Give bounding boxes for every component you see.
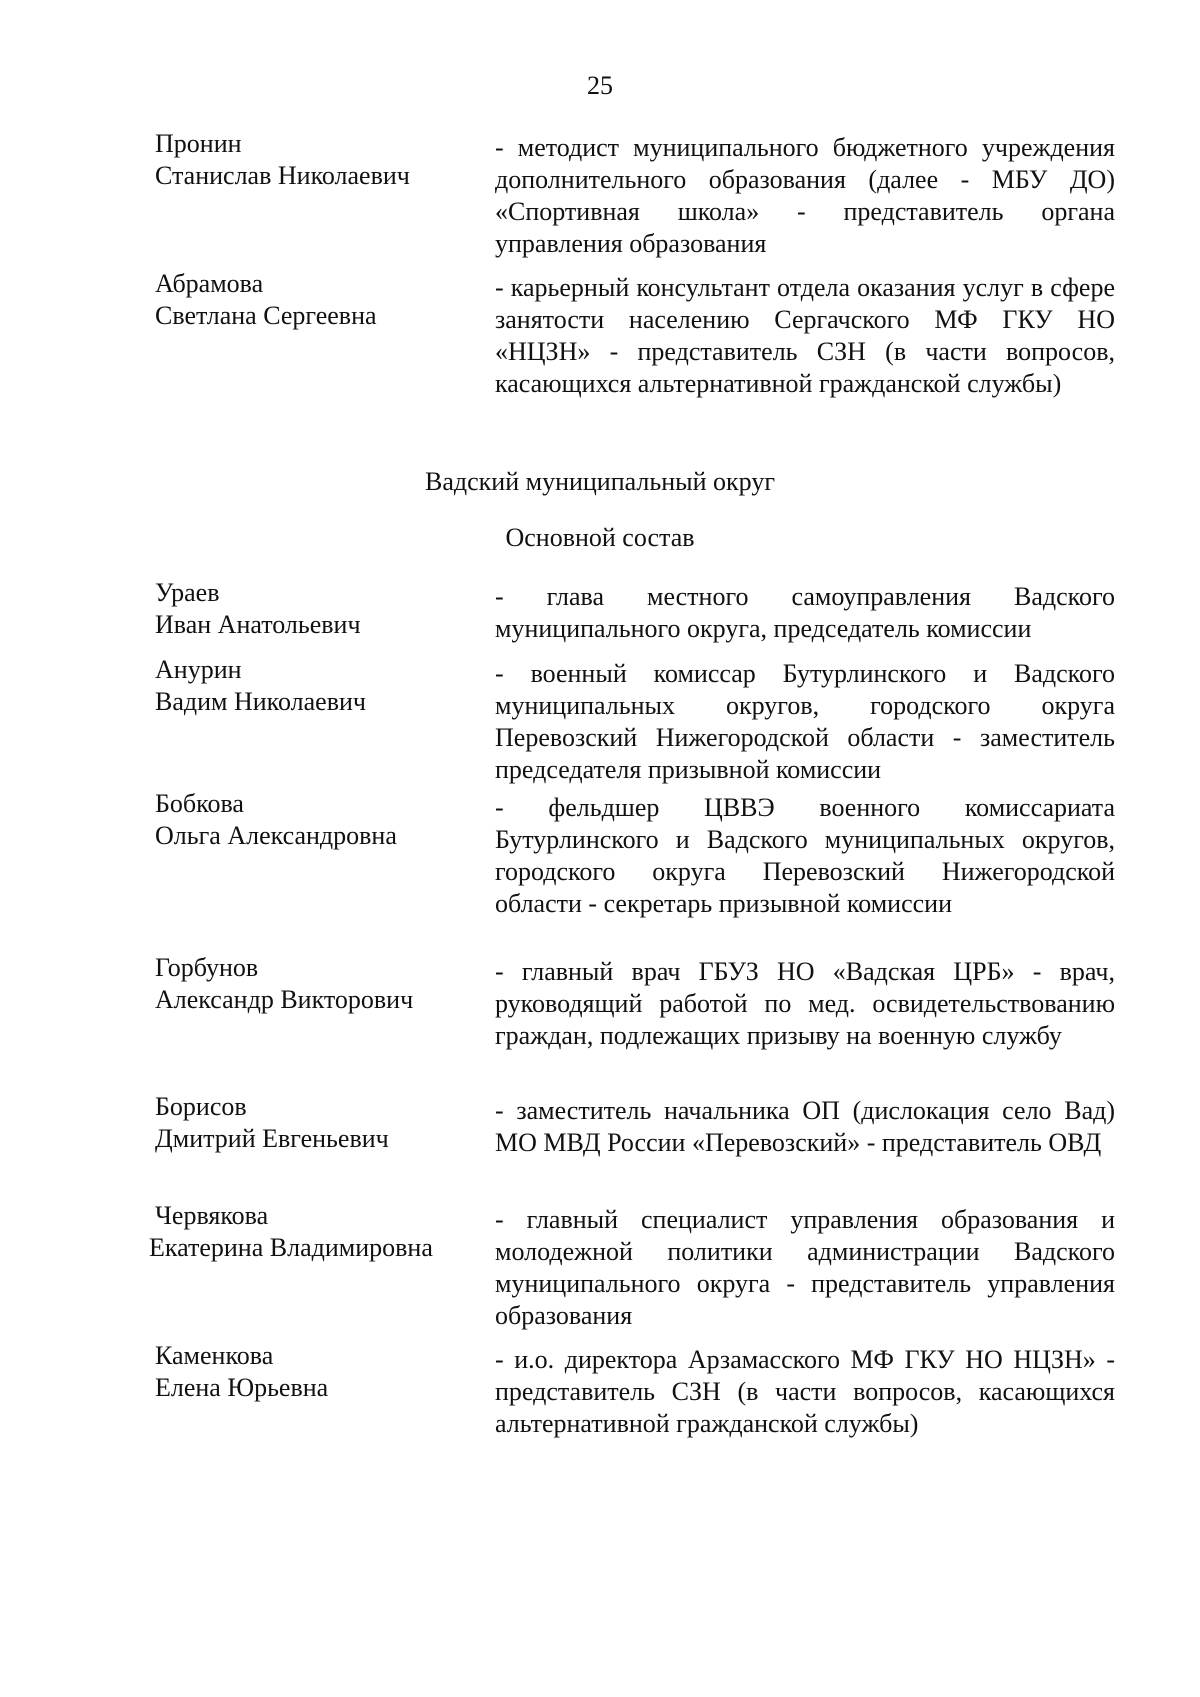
member-given-names: Вадим Николаевич [155, 687, 366, 716]
member-given-names: Дмитрий Евгеньевич [155, 1124, 389, 1153]
member-role: - глава местного самоуправления Вадского муниципального округа, председатель комиссии [495, 582, 1115, 643]
member-name [155, 1340, 475, 1404]
member-given-names: Екатерина Владимировна [149, 1233, 433, 1262]
member-given-names: Станислав Николаевич [155, 161, 410, 190]
member-name [149, 1200, 475, 1264]
member-role: - главный врач ГБУЗ НО «Вадская ЦРБ» - врач, руководящий работой по мед. освидетельствованию граждан, подлежащих призыву на военную службу [495, 957, 1115, 1050]
section-subtitle: Основной состав [505, 523, 695, 552]
member-surname: Борисов [155, 1092, 247, 1121]
member-given-names: Александр Викторович [155, 985, 414, 1014]
page-number: 25 [587, 71, 613, 100]
member-given-names: Елена Юрьевна [155, 1373, 329, 1402]
member-name [155, 1091, 475, 1155]
member-role: - методист муниципального бюджетного учреждения дополнительного образования (далее - МБУ ДО) «Спортивная школа» - представитель органа управления образования [495, 133, 1115, 258]
member-name [155, 128, 475, 192]
member-name [155, 577, 475, 641]
member-role: - заместитель начальника ОП (дислокация село Вад) МО МВД России «Перевозский» - представитель ОВД [495, 1096, 1115, 1157]
member-role: - и.о. директора Арзамасского МФ ГКУ НО НЦЗН» - представитель СЗН (в части вопросов, касающихся альтернативной гражданской службы) [495, 1345, 1115, 1438]
member-given-names: Иван Анатольевич [155, 610, 361, 639]
member-surname: Пронин [155, 129, 242, 158]
member-name [155, 952, 475, 1016]
member-role: - фельдшер ЦВВЭ военного комиссариата Бутурлинского и Вадского муниципальных округов, городского округа Перевозский Нижегородской области - секретарь призывной комиссии [495, 793, 1115, 918]
member-given-names: Ольга Александровна [155, 821, 397, 850]
section-title: Вадский муниципальный округ [425, 467, 775, 496]
member-surname: Абрамова [155, 269, 264, 298]
member-surname: Горбунов [155, 953, 259, 982]
member-name [155, 654, 475, 718]
member-role: - главный специалист управления образования и молодежной политики администрации Вадского муниципального округа - представитель управления образования [495, 1205, 1115, 1330]
member-given-names: Светлана Сергеевна [155, 301, 377, 330]
member-name [155, 268, 475, 332]
member-name [155, 788, 475, 852]
member-surname: Червякова [155, 1201, 269, 1230]
member-role: - военный комиссар Бутурлинского и Вадского муниципальных округов, городского округа Перевозский Нижегородской области - заместитель председателя призывной комиссии [495, 659, 1115, 784]
member-surname: Анурин [155, 655, 242, 684]
member-role: - карьерный консультант отдела оказания услуг в сфере занятости населению Сергачского МФ ГКУ НО «НЦЗН» - представитель СЗН (в части вопросов, касающихся альтернативной гражданской службы) [495, 273, 1115, 398]
member-surname: Бобкова [155, 789, 244, 818]
member-surname: Ураев [155, 578, 220, 607]
member-surname: Каменкова [155, 1341, 274, 1370]
